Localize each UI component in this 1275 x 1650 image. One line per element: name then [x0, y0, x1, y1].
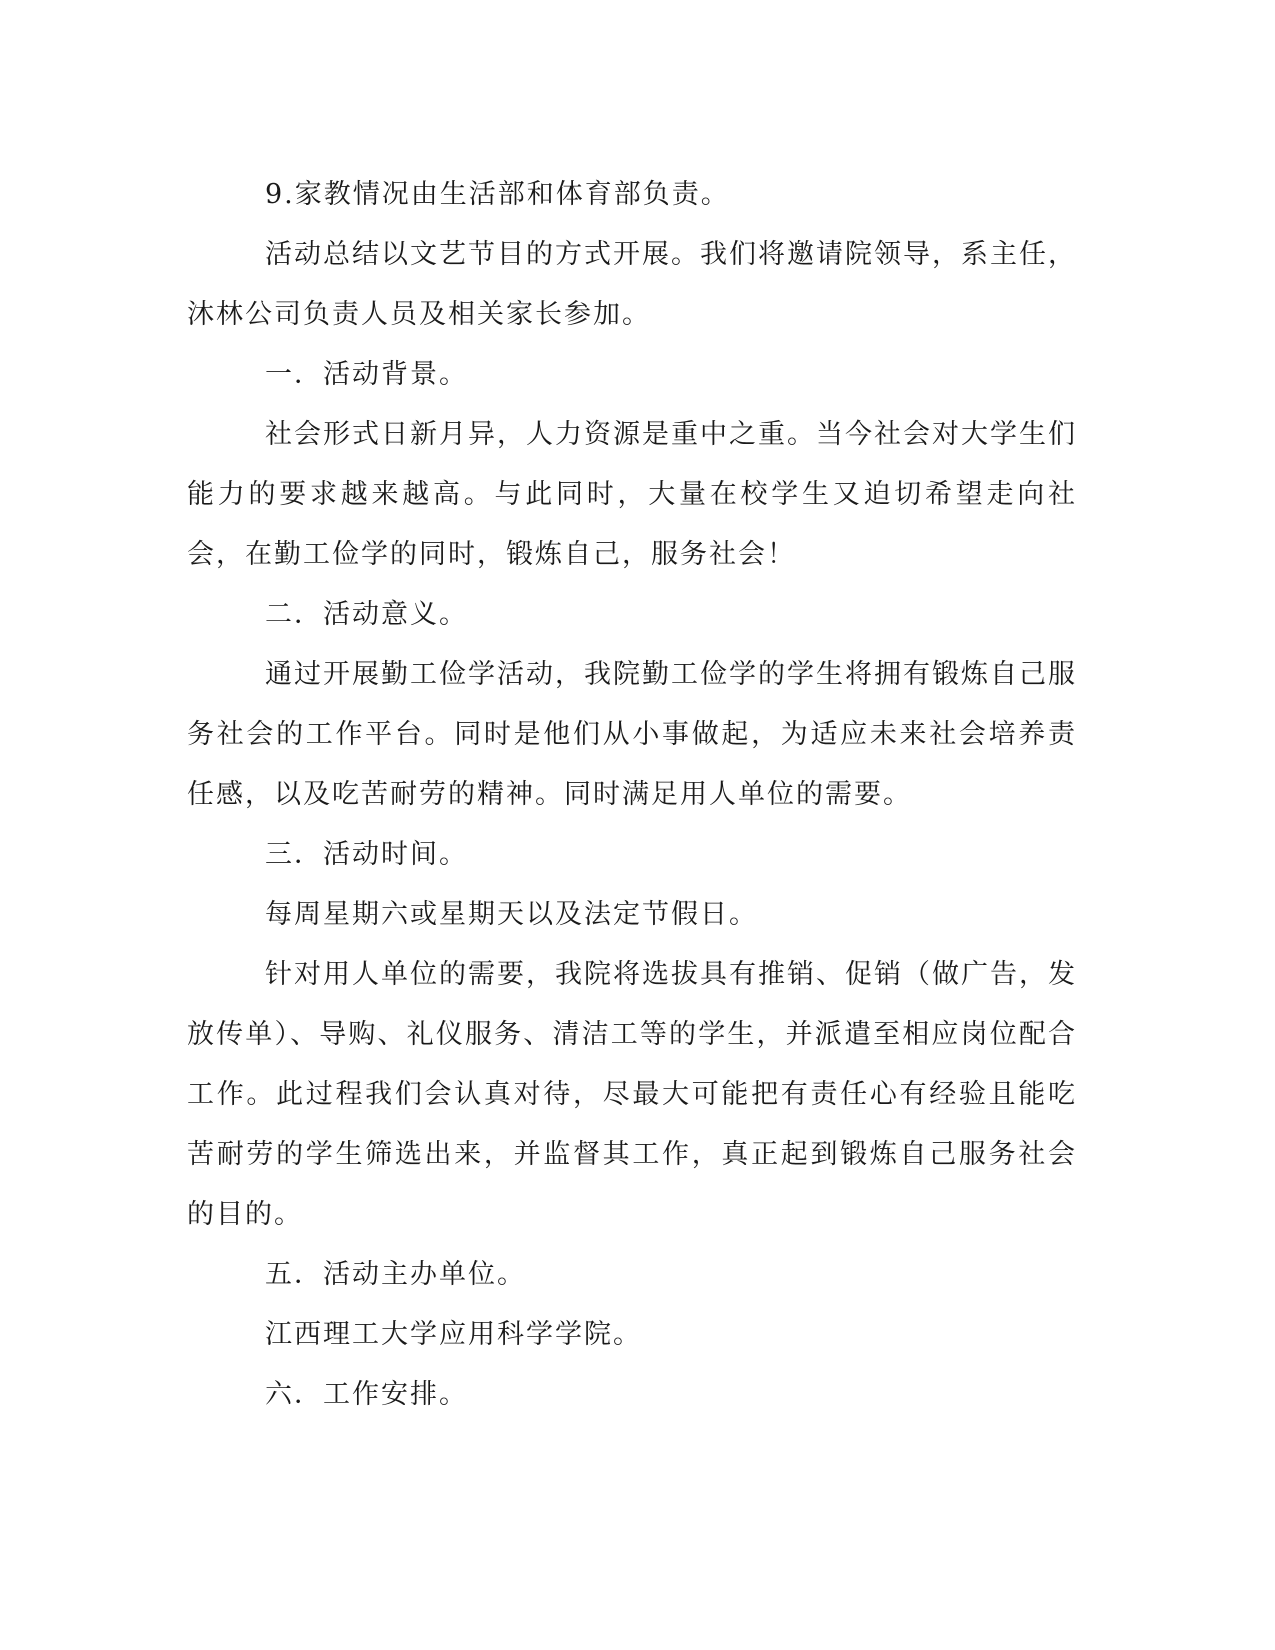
heading-activity-background: 一．活动背景。 — [265, 359, 468, 390]
heading-organizer: 五．活动主办单位。 — [265, 1259, 526, 1290]
paragraph-significance: 通过开展勤工俭学活动，我院勤工俭学的学生将拥有锻炼自己服务社会的工作平台。同时是他们从小事做起，为适应未来社会培养责任感，以及吃苦耐劳的精神。同时满足用人单位的需要。 — [187, 659, 1077, 810]
paragraph-selection: 针对用人单位的需要，我院将选拔具有推销、促销（做广告，发放传单）、导购、礼仪服务、清洁工等的学生，并派遣至相应岗位配合工作。此过程我们会认真对待，尽最大可能把有责任心有经验且能吃苦耐劳的学生筛选出来，并监督其工作，真正起到锻炼自己服务社会的目的。 — [187, 959, 1077, 1230]
paragraph-activity-summary: 活动总结以文艺节目的方式开展。我们将邀请院领导，系主任，沐林公司负责人员及相关家长参加。 — [187, 239, 1077, 330]
heading-work-arrangement: 六．工作安排。 — [265, 1379, 468, 1410]
paragraph-tutoring-responsibility: 9.家教情况由生活部和体育部负责。 — [265, 179, 730, 210]
paragraph-background: 社会形式日新月异，人力资源是重中之重。当今社会对大学生们能力的要求越来越高。与此同时，大量在校学生又迫切希望走向社会，在勤工俭学的同时，锻炼自己，服务社会！ — [187, 419, 1077, 570]
paragraph-organizer: 江西理工大学应用科学学院。 — [265, 1319, 642, 1350]
paragraph-time: 每周星期六或星期天以及法定节假日。 — [265, 899, 758, 930]
heading-activity-time: 三．活动时间。 — [265, 839, 468, 870]
document-body — [187, 165, 1077, 1425]
heading-activity-significance: 二．活动意义。 — [265, 599, 468, 630]
